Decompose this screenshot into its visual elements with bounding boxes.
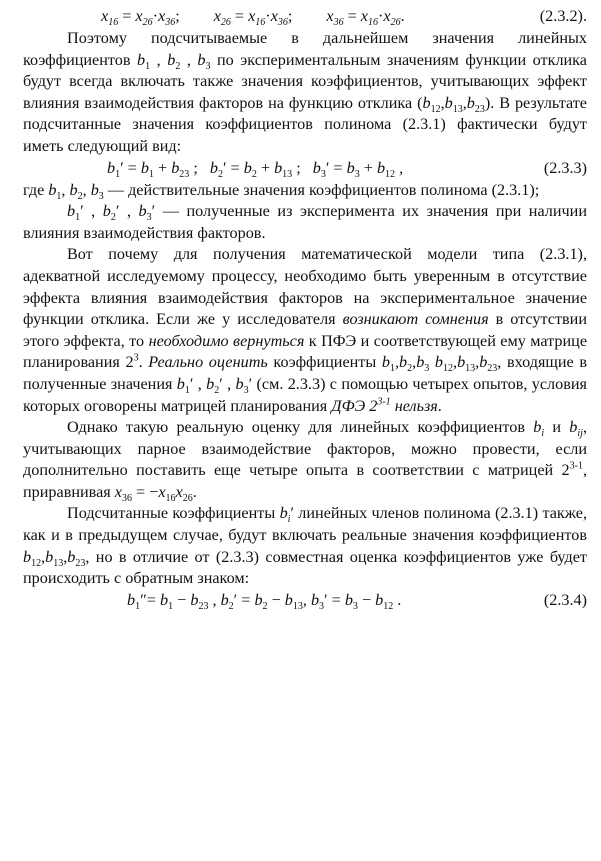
text: Однако такую реальную оценку для линейных коэффициентов <box>67 418 534 437</box>
text: где <box>23 180 49 199</box>
text: в отсутствии этого эффекта, то <box>23 310 587 350</box>
emphasis: необходимо вернуться <box>148 331 305 350</box>
text: Вот почему для получения математической модели типа (2.3.1), адекватной исследуемому процессу, необходимо быть уверенным в отсутствие эффекта влияния взаимодействия факторов на экспериментальное значение функции отклика. Если же у исследователя <box>23 245 587 329</box>
text: , входящие в полученные значения <box>23 353 588 393</box>
emphasis: нельзя <box>390 396 438 415</box>
superscript: 3-1 <box>377 396 391 408</box>
text: Подсчитанные коэффициенты <box>67 504 280 523</box>
equation-2-3-2 <box>23 6 587 28</box>
paragraph-6: Подсчитанные коэффициенты $b_i'$ линейных членов полинома (2.3.1) также, как и в предыдущем случае, будут включать реальные значения коэффициентов $b_{12},b_{13},b_{23}$, но в отличие от (2.3.3) совместная оценка коэффициентов уже будет происходить с обратным знаком: <box>23 504 587 588</box>
text: (см. 2.3.3) с помощью четырех опытов, условия которых оговорены матрицей планирования <box>23 374 587 415</box>
paragraph-2: где $b_1$, $b_2$, $b_3$ — действительные значения коэффициентов полинома (2.3.1); <box>23 180 540 202</box>
text: Поэтому подсчитываемые в дальнейшем значения линейных коэффициентов <box>23 29 587 69</box>
text: линейных членов полинома (2.3.1) также, как и в предыдущем случае, будут включать реальные значения коэффициентов <box>23 504 587 545</box>
paragraph-4: Вот почему для получения математической модели типа (2.3.1), адекватной исследуемому процессу, необходимо быть уверенным в отсутствие эффекта влияния взаимодействия факторов на экспериментальное значение функции отклика. Если же у исследователя возникают сомнения в отсутствии этого эффекта, то необходимо вернуться к ПФЭ и соответствующей ему матрице планирования $2^3$. Реально оценить коэффициенты $b_1,b_2,b_3$ $b_{12},b_{13},b_{23}$, входящие в полученные значения $b_1'$ , $b_2'$ , $b_3'$ (см. 2.3.3) с помощью четырех опытов, условия которых оговорены матрицей планирования ДФЭ 2$^{3-1}$ нельзя. <box>23 245 588 415</box>
text: — полученные из эксперимента их значения при наличии влияния взаимодействия факторов. <box>23 202 587 242</box>
text: и <box>544 418 570 437</box>
equation-2-3-3 <box>23 158 587 180</box>
text: к ПФЭ и соответствующей ему матрице планирования 2 <box>23 331 588 372</box>
emphasis: возникают сомнения <box>342 310 489 329</box>
superscript: 3-1 <box>569 460 583 472</box>
emphasis: Реально оценить <box>148 353 268 372</box>
equation-body: $b_1''= b_1 - b_{23}$ , $b_2' = b_2 - b_{13}$, $b_3' = b_3 - b_{12}$ . <box>127 590 402 613</box>
equation-body: $x_{16} = x_{26}\cdot x_{36}$; $x_{26} = x_{16}\cdot x_{36}$; $x_{36} = x_{16}\cdot x_{26}$. <box>101 7 405 29</box>
text: . <box>138 353 149 372</box>
text: . <box>437 396 442 415</box>
emphasis: ДФЭ 2 <box>331 396 378 415</box>
text: , учитывающих парное взаимодействие факторов, можно провести, если дополнительно поставить еще четыре опыта в соответствии с матрицей 2 <box>23 418 587 480</box>
text: — действительные значения коэффициентов полинома (2.3.1); <box>103 180 540 199</box>
paragraph-1: Поэтому подсчитываемые в дальнейшем значения линейных коэффициентов $b_1$ , $b_2$ , $b_3$ по экспериментальным значениям функции отклика будут всегда включать также значения коэффициентов, учитывающих эффект влияния взаимодействия факторов на функцию отклика $(b_{12},b_{13},b_{23})$. В результате подсчитанные значения коэффициентов полинома (2.3.1) фактически будут иметь следующий вид: <box>23 29 587 155</box>
text: по экспериментальным значениям функции отклика будут всегда включать также значения коэффициентов, учитывающих эффект влияния взаимодействия факторов на функцию отклика ( <box>23 50 587 112</box>
equation-number: (2.3.3) <box>543 158 587 177</box>
superscript: 3 <box>133 352 139 364</box>
text: коэффициенты <box>267 353 382 372</box>
text: , но в отличие от (2.3.3) совместная оценка коэффициентов уже будет происходить с обратным знаком: <box>23 547 587 588</box>
text: ). В результате подсчитанные значения коэффициентов полинома (2.3.1) фактически будут иметь следующий вид: <box>23 93 587 155</box>
paragraph-5: Однако такую реальную оценку для линейных коэффициентов $b_i$ и $b_{ij}$, учитывающих парное взаимодействие факторов, можно провести, если дополнительно поставить еще четыре опыта в соответствии с матрицей 2$^{3-1}$, приравнивая $x_{36} = -x_{16}x_{26}$. <box>23 418 587 505</box>
equation-body: $b_1' = b_1 + b_{23}$ ; $b_2' = b_2 + b_{13}$ ; $b_3' = b_3 + b_{12}$ , <box>107 158 404 180</box>
equation-number: (2.3.4) <box>543 590 587 609</box>
paragraph-3: $b_1'$ , $b_2'$ , $b_3'$ — полученные из эксперимента их значения при наличии влияния взаимодействия факторов. <box>23 202 587 242</box>
equation-number: (2.3.2). <box>539 7 587 25</box>
equation-2-3-4 <box>23 590 587 612</box>
text: , приравнивая <box>23 461 587 501</box>
